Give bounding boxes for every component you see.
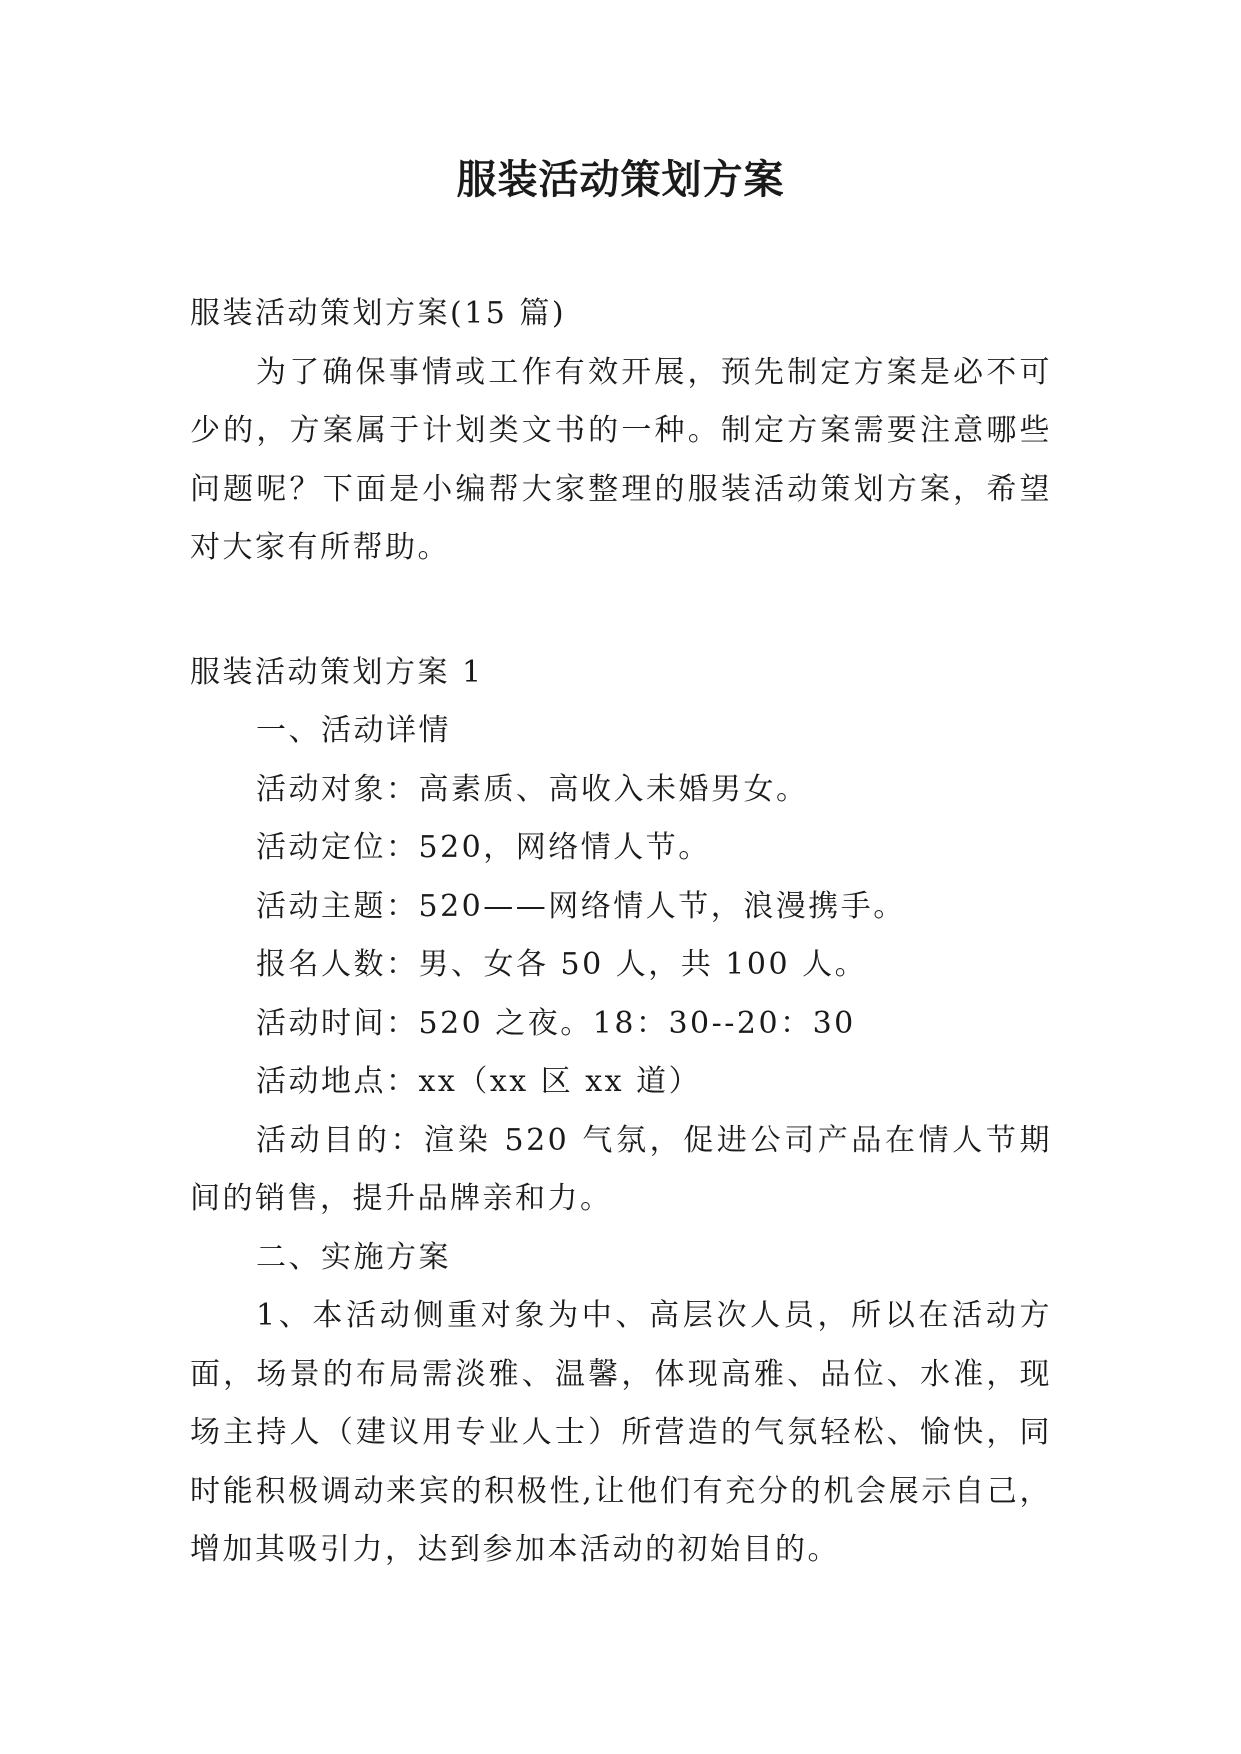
- detail-enrollment: 报名人数：男、女各 50 人，共 100 人。: [256, 947, 868, 982]
- intro-paragraph: 为了确保事情或工作有效开展，预先制定方案是必不可少的，方案属于计划类文书的一种。制定方案需要注意哪些问题呢？下面是小编帮大家整理的服装活动策划方案，希望对大家有所帮助。: [190, 354, 1052, 565]
- plan-item-1: 1、本活动侧重对象为中、高层次人员，所以在活动方面，场景的布局需淡雅、温馨，体现高雅、品位、水准，现场主持人（建议用专业人士）所营造的气氛轻松、愉快，同时能积极调动来宾的积极性,让他们有充分的机会展示自己，增加其吸引力，达到参加本活动的初始目的。: [190, 1298, 1052, 1567]
- part-heading-plan: 二、实施方案: [256, 1239, 451, 1275]
- document-body: [190, 285, 1052, 1580]
- part-heading-details: 一、活动详情: [256, 713, 451, 748]
- section-spacer: [190, 578, 1052, 644]
- detail-location: 活动地点：xx（xx 区 xx 道）: [256, 1064, 702, 1099]
- document-title: 服装活动策划方案: [456, 156, 785, 203]
- detail-time: 活动时间：520 之夜。18：30--20：30: [256, 1005, 856, 1041]
- document-subtitle: 服装活动策划方案(15 篇): [190, 296, 567, 331]
- section-heading: 服装活动策划方案 1: [190, 654, 484, 690]
- detail-positioning: 活动定位：520，网络情人节。: [256, 830, 711, 865]
- detail-purpose: 活动目的：渲染 520 气氛，促进公司产品在情人节期间的销售，提升品牌亲和力。: [190, 1122, 1052, 1216]
- detail-theme: 活动主题：520——网络情人节，浪漫携手。: [256, 888, 906, 924]
- detail-target: 活动对象：高素质、高收入未婚男女。: [256, 771, 809, 807]
